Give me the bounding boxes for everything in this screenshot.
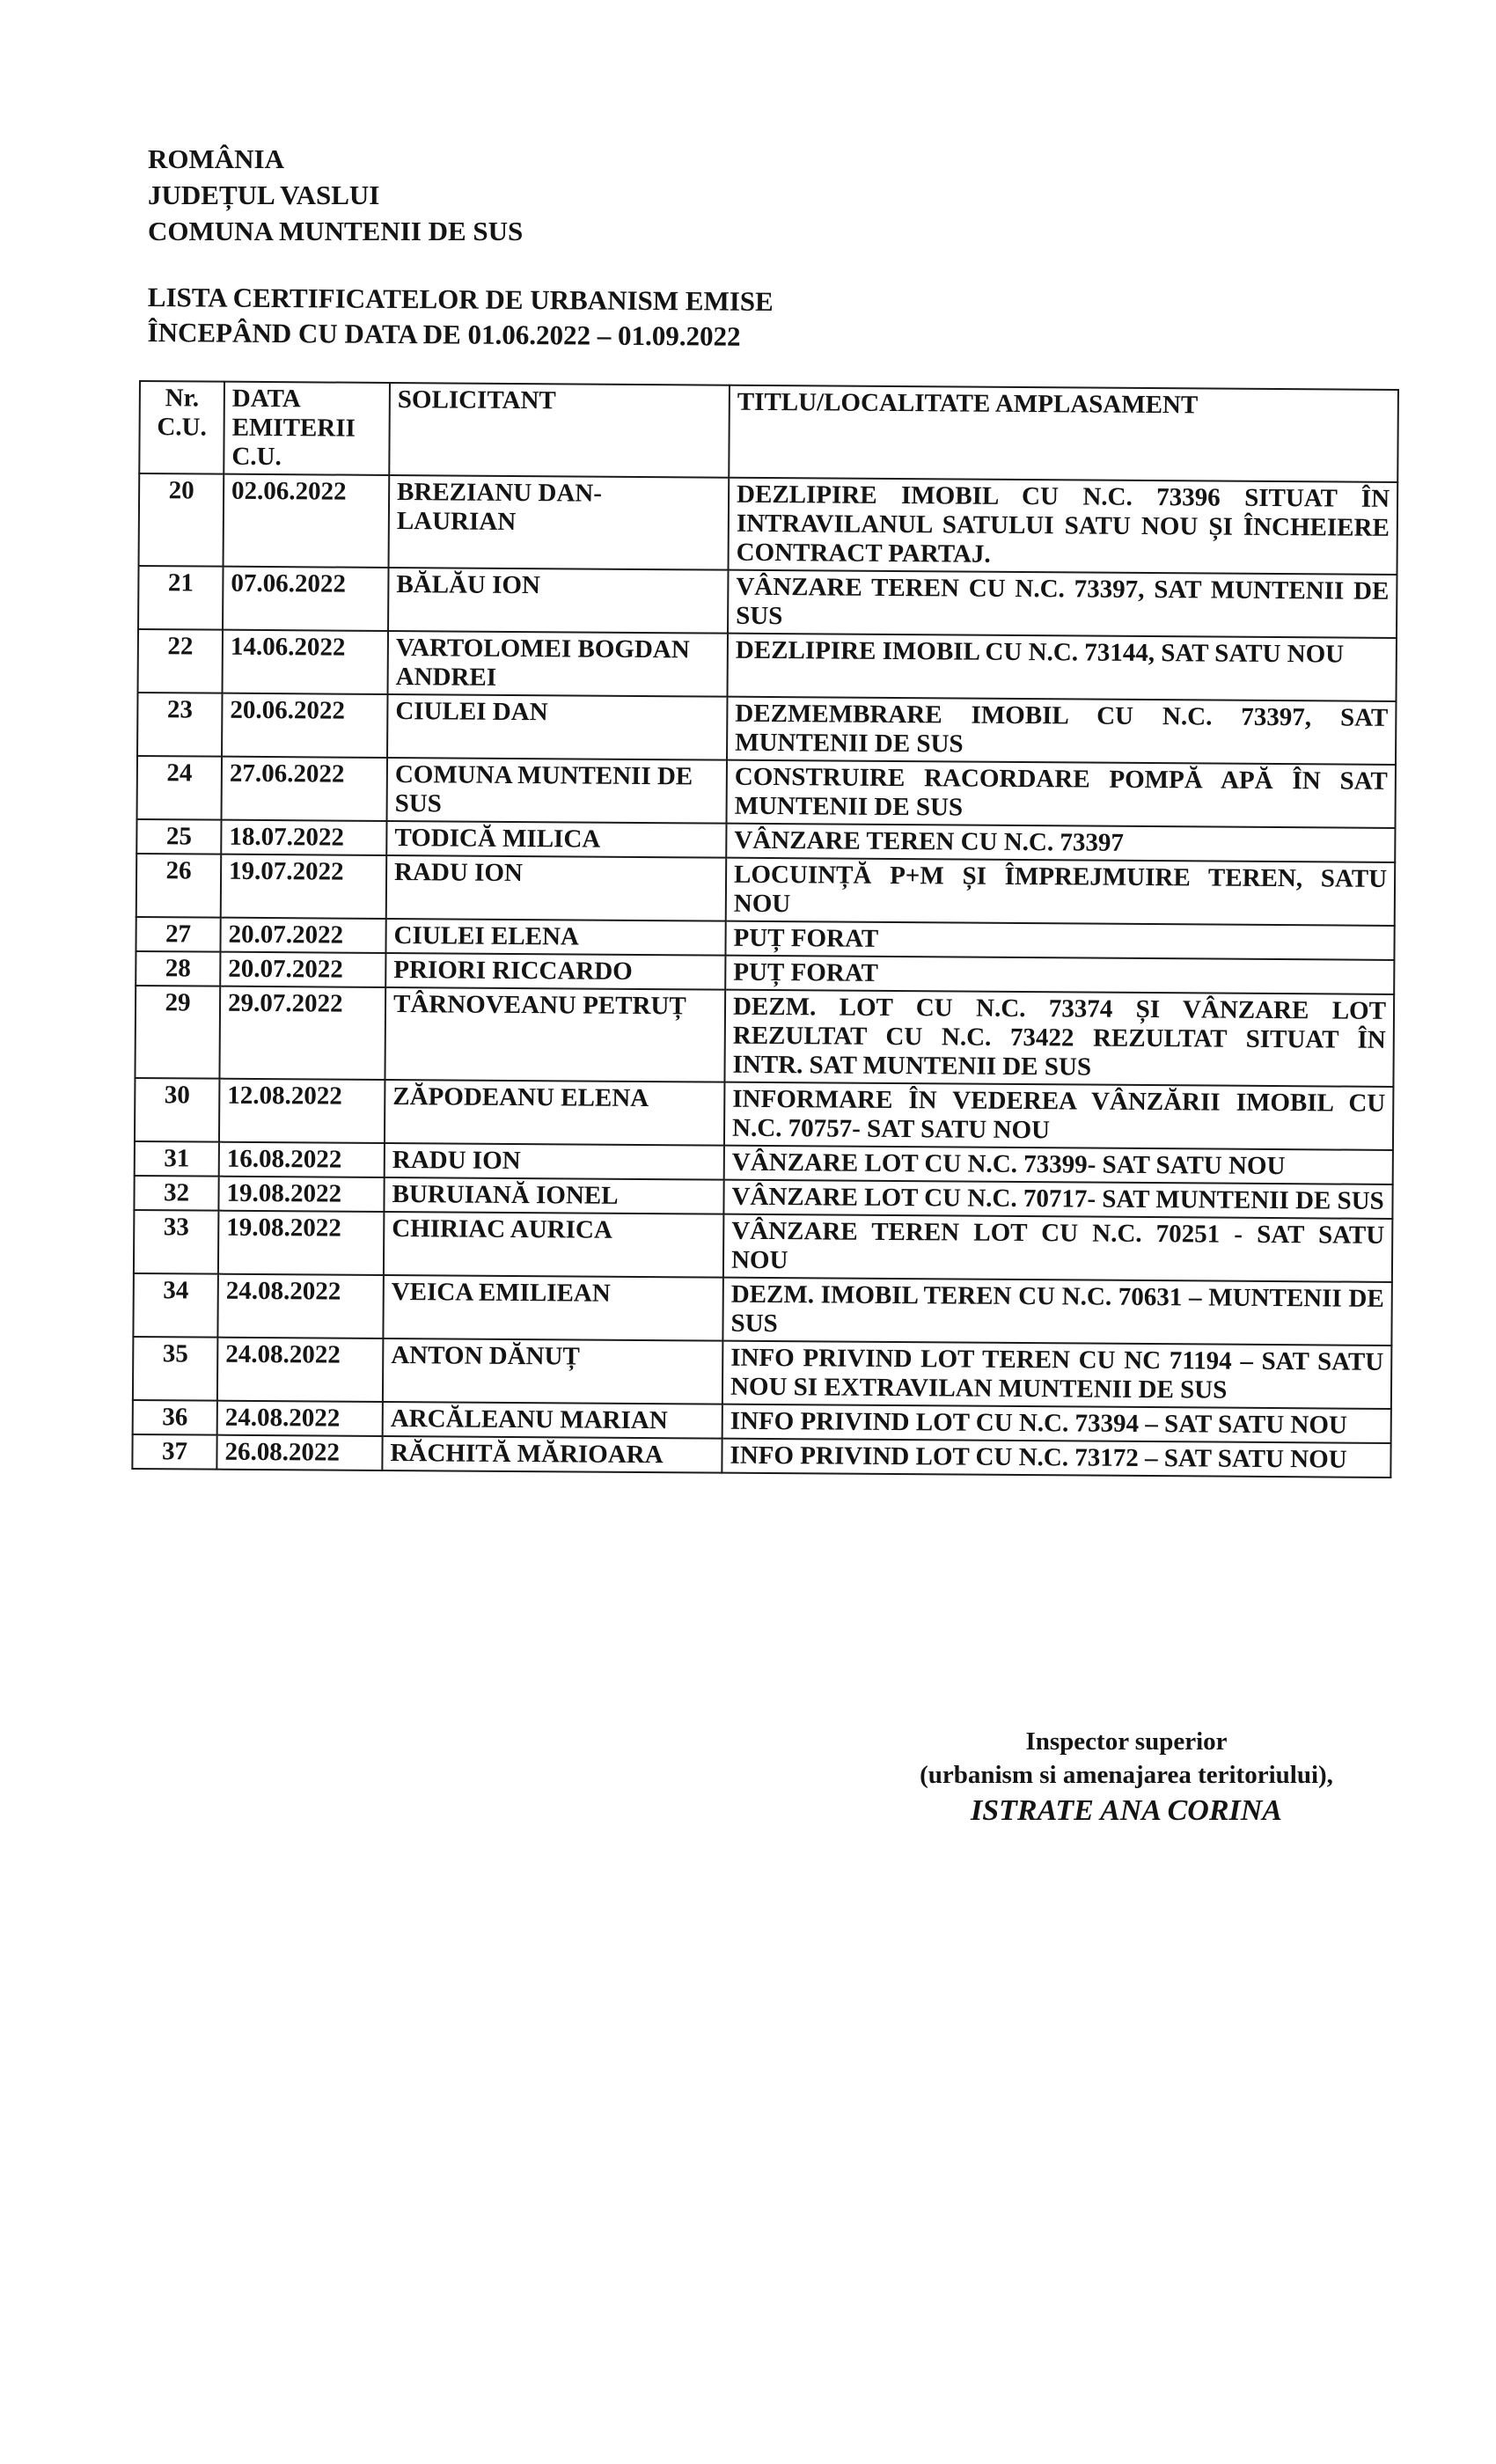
cell-nr: 33 bbox=[134, 1210, 219, 1274]
header-title: TITLU/LOCALITATE AMPLASAMENT bbox=[729, 385, 1398, 482]
cell-title: DEZMEMBRARE IMOBIL CU N.C. 73397, SAT MUNTENII DE SUS bbox=[727, 697, 1396, 765]
cell-applicant: ANTON DĂNUȚ bbox=[383, 1338, 722, 1404]
signature-block bbox=[880, 1725, 1373, 1830]
cell-date: 24.08.2022 bbox=[217, 1401, 383, 1436]
cell-applicant: RĂCHITĂ MĂRIOARA bbox=[382, 1436, 722, 1473]
cell-date: 16.08.2022 bbox=[219, 1142, 385, 1177]
header-date: DATA EMITERII C.U. bbox=[224, 382, 390, 475]
table-header-row bbox=[139, 381, 1398, 482]
cell-nr: 32 bbox=[134, 1176, 218, 1211]
document-header bbox=[148, 141, 523, 249]
county-name: JUDEȚUL VASLUI bbox=[148, 180, 380, 210]
cell-applicant: BĂLĂU ION bbox=[388, 568, 728, 634]
cell-title: DEZM. LOT CU N.C. 73374 ȘI VÂNZARE LOT REZULTAT CU N.C. 73422 REZULTAT SITUAT ÎN INTR. SAT MUNTENII DE SUS bbox=[724, 990, 1394, 1087]
cell-nr: 34 bbox=[133, 1273, 218, 1338]
title-line-1: LISTA CERTIFICATELOR DE URBANISM EMISE bbox=[147, 281, 774, 317]
cell-nr: 22 bbox=[138, 629, 224, 693]
cell-date: 29.07.2022 bbox=[219, 986, 385, 1080]
signatory-department: (urbanism si amenajarea teritoriului), bbox=[920, 1761, 1333, 1789]
cell-title: LOCUINȚĂ P+M ȘI ÎMPREJMUIRE TEREN, SATU NOU bbox=[726, 858, 1395, 926]
cell-title: VÂNZARE TEREN CU N.C. 73397, SAT MUNTENII DE SUS bbox=[728, 570, 1397, 638]
cell-date: 14.06.2022 bbox=[223, 630, 388, 694]
cell-date: 24.08.2022 bbox=[217, 1338, 383, 1402]
cell-date: 19.07.2022 bbox=[221, 854, 386, 919]
country-name: ROMÂNIA bbox=[148, 143, 284, 174]
cell-nr: 20 bbox=[139, 473, 224, 567]
cell-applicant: RADU ION bbox=[386, 855, 726, 921]
cell-applicant: ZĂPODEANU ELENA bbox=[385, 1080, 724, 1146]
cell-title: INFO PRIVIND LOT TEREN CU NC 71194 – SAT SATU NOU SI EXTRAVILAN MUNTENII DE SUS bbox=[722, 1341, 1391, 1409]
cell-date: 12.08.2022 bbox=[219, 1079, 385, 1143]
table-row bbox=[137, 756, 1396, 828]
header-nr: Nr. C.U. bbox=[139, 381, 224, 474]
cell-nr: 35 bbox=[133, 1337, 218, 1401]
document-title bbox=[147, 280, 773, 355]
cell-title: CONSTRUIRE RACORDARE POMPĂ APĂ ÎN SAT MUNTENII DE SUS bbox=[727, 760, 1396, 828]
cell-applicant: BURUIANĂ IONEL bbox=[384, 1177, 723, 1214]
cell-title: DEZLIPIRE IMOBIL CU N.C. 73144, SAT SATU NOU bbox=[728, 634, 1397, 701]
table-row bbox=[135, 986, 1394, 1087]
cell-applicant: TÂRNOVEANU PETRUȚ bbox=[385, 987, 725, 1082]
commune-name: COMUNA MUNTENII DE SUS bbox=[148, 216, 524, 246]
cell-date: 20.06.2022 bbox=[222, 693, 387, 758]
cell-nr: 24 bbox=[137, 756, 223, 820]
cell-date: 26.08.2022 bbox=[216, 1435, 382, 1470]
cell-title: VÂNZARE LOT CU N.C. 73399- SAT SATU NOU bbox=[724, 1146, 1393, 1184]
cell-title: DEZLIPIRE IMOBIL CU N.C. 73396 SITUAT ÎN INTRAVILANUL SATULUI SATU NOU ȘI ÎNCHEIERE CONTRACT PARTAJ. bbox=[729, 478, 1398, 575]
cell-nr: 25 bbox=[136, 819, 221, 854]
cell-date: 27.06.2022 bbox=[222, 757, 387, 821]
signatory-name: ISTRATE ANA CORINA bbox=[971, 1794, 1282, 1827]
cell-title: PUȚ FORAT bbox=[725, 921, 1394, 960]
cell-applicant: CHIRIAC AURICA bbox=[384, 1212, 723, 1278]
table-row bbox=[138, 566, 1397, 638]
cell-applicant: PRIORI RICCARDO bbox=[385, 953, 725, 990]
cell-nr: 23 bbox=[137, 693, 223, 757]
table-body bbox=[132, 473, 1397, 1478]
cell-applicant: BREZIANU DAN-LAURIAN bbox=[389, 475, 730, 570]
cell-nr: 27 bbox=[136, 917, 220, 952]
cell-title: INFO PRIVIND LOT CU N.C. 73172 – SAT SATU NOU bbox=[722, 1439, 1390, 1478]
cell-title: PUȚ FORAT bbox=[725, 956, 1394, 994]
cell-nr: 21 bbox=[138, 566, 224, 630]
cell-date: 18.07.2022 bbox=[221, 820, 386, 855]
cell-title: VÂNZARE TEREN CU N.C. 73397 bbox=[726, 824, 1395, 862]
cell-date: 20.07.2022 bbox=[220, 918, 385, 953]
table-row bbox=[133, 1337, 1391, 1409]
cell-applicant: ARCĂLEANU MARIAN bbox=[383, 1402, 722, 1439]
table-row bbox=[133, 1273, 1391, 1346]
cell-nr: 37 bbox=[132, 1434, 216, 1470]
cell-nr: 36 bbox=[133, 1400, 217, 1435]
cell-date: 19.08.2022 bbox=[218, 1177, 384, 1212]
cell-title: INFO PRIVIND LOT CU N.C. 73394 – SAT SATU NOU bbox=[722, 1404, 1391, 1443]
cell-date: 07.06.2022 bbox=[223, 567, 388, 631]
cell-date: 19.08.2022 bbox=[218, 1211, 384, 1275]
cell-applicant: COMUNA MUNTENII DE SUS bbox=[387, 758, 727, 824]
cell-nr: 29 bbox=[135, 986, 220, 1079]
table-row bbox=[136, 854, 1395, 926]
certificates-table bbox=[131, 380, 1399, 1478]
table-row bbox=[135, 1078, 1393, 1150]
cell-applicant: RADU ION bbox=[385, 1143, 724, 1180]
cell-nr: 31 bbox=[135, 1141, 219, 1177]
cell-nr: 30 bbox=[135, 1078, 220, 1142]
table-row bbox=[134, 1210, 1392, 1282]
title-line-2: ÎNCEPÂND CU DATA DE 01.06.2022 – 01.09.2022 bbox=[147, 316, 741, 352]
cell-title: VÂNZARE LOT CU N.C. 70717- SAT MUNTENII DE SUS bbox=[723, 1180, 1392, 1219]
certificates-table-wrapper bbox=[131, 380, 1397, 1478]
header-applicant: SOLICITANT bbox=[389, 383, 730, 478]
cell-date: 02.06.2022 bbox=[224, 474, 390, 568]
cell-applicant: CIULEI DAN bbox=[387, 694, 727, 760]
cell-title: INFORMARE ÎN VEDEREA VÂNZĂRII IMOBIL CU N.C. 70757- SAT SATU NOU bbox=[724, 1082, 1393, 1150]
cell-date: 20.07.2022 bbox=[220, 952, 385, 987]
table-row bbox=[137, 693, 1396, 765]
cell-nr: 26 bbox=[136, 854, 222, 918]
cell-title: VÂNZARE TEREN LOT CU N.C. 70251 - SAT SATU NOU bbox=[723, 1214, 1392, 1282]
cell-date: 24.08.2022 bbox=[217, 1274, 383, 1338]
table-row bbox=[138, 629, 1397, 701]
cell-applicant: VEICA EMILIEAN bbox=[383, 1275, 722, 1341]
cell-nr: 28 bbox=[136, 951, 220, 986]
cell-applicant: CIULEI ELENA bbox=[385, 919, 725, 956]
cell-applicant: TODICĂ MILICA bbox=[386, 821, 726, 858]
signatory-role: Inspector superior bbox=[1025, 1727, 1228, 1756]
cell-applicant: VARTOLOMEI BOGDAN ANDREI bbox=[388, 631, 728, 697]
cell-title: DEZM. IMOBIL TEREN CU N.C. 70631 – MUNTENII DE SUS bbox=[722, 1278, 1391, 1346]
table-row bbox=[139, 473, 1398, 575]
